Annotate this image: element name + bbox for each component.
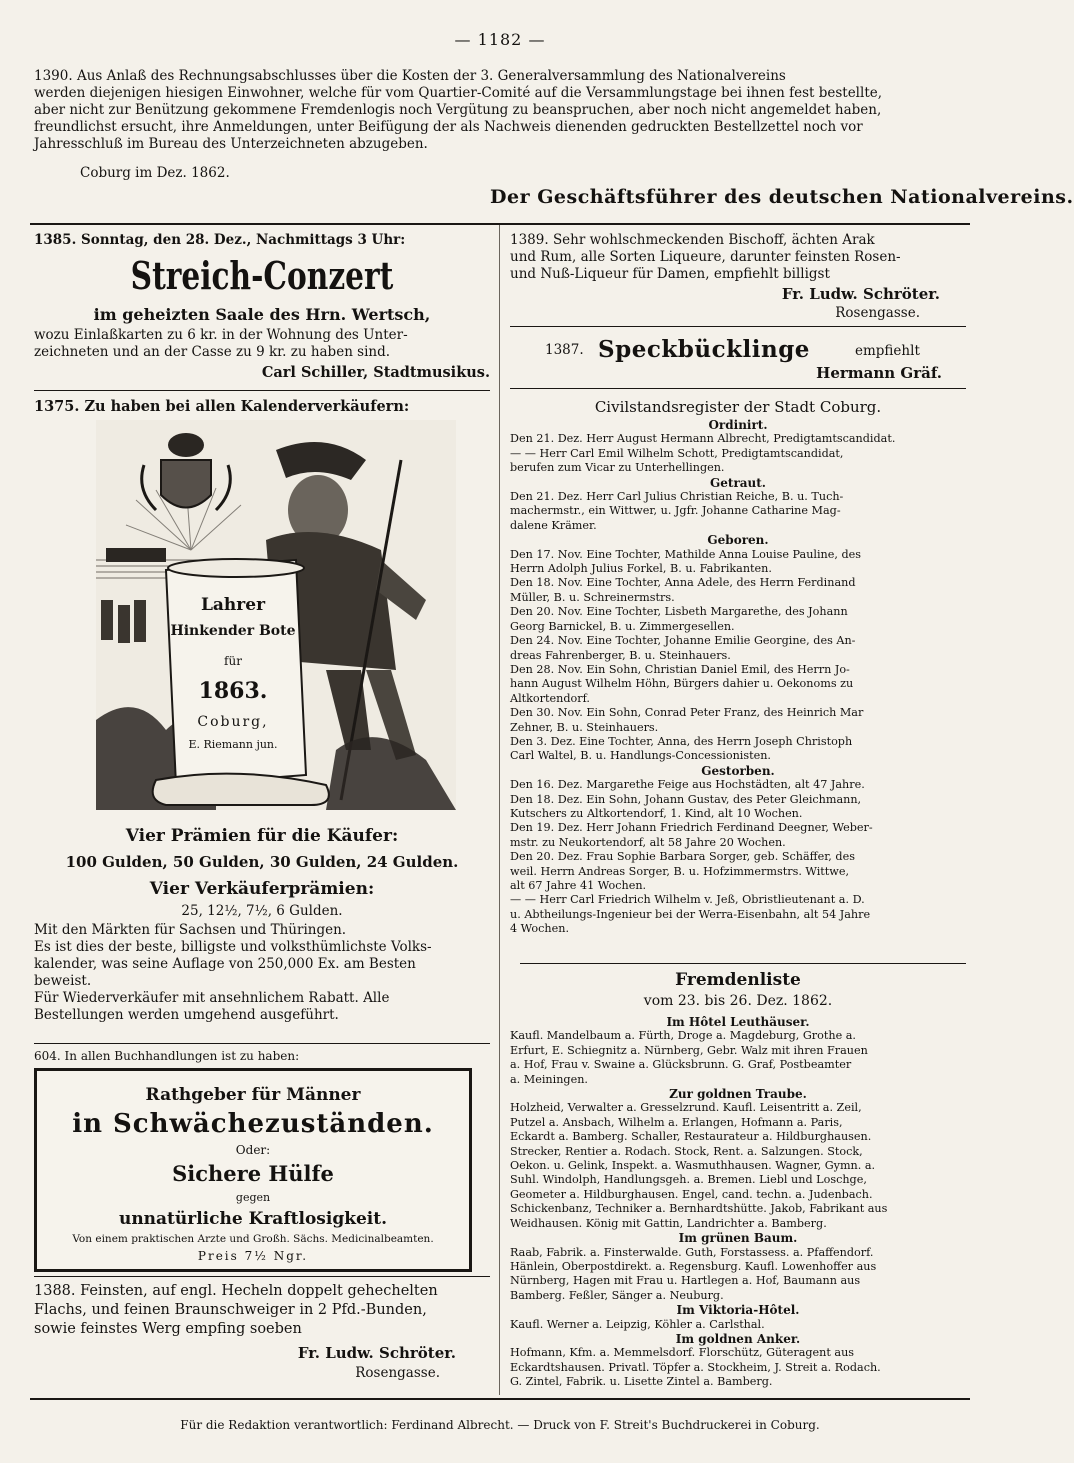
civil-title: Civilstandsregister der Stadt Coburg.: [594, 398, 882, 416]
civil-entry-line: machermstr., ein Wittwer, u. Jgfr. Johanne Catharine Mag-: [510, 504, 841, 518]
flachs-line: 1388. Feinsten, auf engl. Hecheln doppelt gehechelten: [34, 1283, 438, 1299]
bischoff-line: und Nuß-Liqueur für Damen, empfiehlt billigst: [510, 266, 830, 282]
civil-entry-line: mstr. zu Neukortendorf, alt 58 Jahre 20 Wochen.: [510, 835, 786, 849]
bottom-divider: [30, 1398, 970, 1400]
fremden-entry-line: Bamberg. Feßler, Sänger a. Neuburg.: [510, 1288, 724, 1302]
fremden-entry-line: a. Meiningen.: [510, 1072, 588, 1086]
left-divider-2: [34, 1043, 490, 1044]
scroll-year: 1863.: [198, 678, 268, 704]
column-divider: [499, 225, 500, 1395]
seller-title: Vier Verkäuferprämien:: [149, 879, 375, 899]
civil-entry-line: Müller, B. u. Schreinermstrs.: [510, 590, 675, 604]
notice-place-date: Coburg im Dez. 1862.: [80, 165, 230, 181]
right-divider-1: [510, 326, 966, 327]
left-divider-1: [34, 390, 490, 391]
bischoff-signature: Fr. Ludw. Schröter.: [781, 285, 940, 303]
flachs-signature: Fr. Ludw. Schröter.: [297, 1344, 456, 1362]
calendar-line: kalender, was seine Auflage von 250,000 Ex. am Besten: [34, 956, 416, 972]
fremden-entry-line: Holzheid, Verwalter a. Gresselzrund. Kaufl. Leisentritt a. Zeil,: [510, 1101, 862, 1115]
notice-line: Jahresschluß im Bureau des Unterzeichneten abzugeben.: [34, 136, 428, 152]
scroll-city: Coburg,: [197, 714, 269, 730]
fremden-entry-line: Geometer a. Hildburghausen. Engel, cand. techn. a. Judenbach.: [510, 1187, 873, 1201]
premium-title: Vier Prämien für die Käufer:: [125, 826, 399, 846]
notice-line: 1390. Aus Anlaß des Rechnungsabschlusses über die Kosten der 3. Generalversammlung des Nationalvereins: [34, 68, 786, 84]
fremden-list: [510, 1015, 966, 1390]
fremden-section-head: Zur goldnen Traube.: [669, 1087, 807, 1102]
civil-entry-line: Den 3. Dez. Eine Tochter, Anna, des Herrn Joseph Christoph: [510, 734, 853, 748]
civil-entry-line: Den 19. Dez. Herr Johann Friedrich Ferdinand Deegner, Weber-: [510, 821, 873, 835]
civil-section-head: Getraut.: [710, 475, 766, 490]
fremden-entry-line: Raab, Fabrik. a. Finsterwalde. Guth, Forstassess. a. Pfaffendorf.: [510, 1245, 874, 1259]
ratgeber-title4: unnatürliche Kraftlosigkeit.: [118, 1209, 388, 1229]
flachs-line: Flachs, und feinen Braunschweiger in 2 Pfd.-Bunden,: [34, 1302, 427, 1318]
calendar-line: beweist.: [34, 973, 92, 989]
fremden-entry-line: Putzel a. Ansbach, Wilhelm a. Erlangen, Hofmann a. Paris,: [510, 1115, 843, 1129]
civil-entry-line: Den 18. Dez. Ein Sohn, Johann Gustav, des Peter Gleichmann,: [510, 792, 862, 806]
civil-entry-line: Kutschers zu Altkortendorf, 1. Kind, alt 10 Wochen.: [510, 806, 803, 820]
civil-section-head: Gestorben.: [701, 763, 775, 778]
calendar-header: 1375. Zu haben bei allen Kalenderverkäufern:: [34, 398, 410, 415]
civil-register: [510, 418, 966, 937]
civil-entry-line: berufen zum Vicar zu Unterhellingen.: [510, 461, 725, 475]
notice-line: werden diejenigen hiesigen Einwohner, welche für vom Quartier-Comité auf die Versammlungstage bei ihnen fest bestellte,: [34, 85, 883, 101]
calendar-line: Für Wiederverkäufer mit ansehnlichem Rabatt. Alle: [34, 990, 390, 1006]
concert-signature: Carl Schiller, Stadtmusikus.: [261, 364, 490, 381]
civil-entry-line: — — Herr Carl Friedrich Wilhelm v. Jeß, Obristlieutenant a. D.: [510, 893, 865, 907]
calendar-line: Es ist dies der beste, billigste und volksthümlichste Volks-: [34, 939, 432, 955]
concert-venue: im geheizten Saale des Hrn. Wertsch,: [93, 305, 431, 324]
bischoff-text: [510, 232, 966, 283]
calendar-illustration: [96, 420, 456, 810]
bischoff-place: Rosengasse.: [835, 305, 920, 321]
civil-entry-line: dreas Fahrenberger, B. u. Steinhauers.: [510, 648, 731, 662]
top-divider: [30, 223, 970, 225]
illustration-engraving: [96, 420, 456, 810]
scroll-line1: Lahrer: [200, 595, 266, 615]
fremden-entry-line: Hofmann, Kfm. a. Memmelsdorf. Florschütz, Güteragent aus: [510, 1346, 855, 1360]
fremden-entry-line: Kaufl. Mandelbaum a. Fürth, Droge a. Magdeburg, Grothe a.: [510, 1029, 856, 1043]
speck-number: 1387.: [545, 342, 584, 358]
ratgeber-price: Preis 7½ Ngr.: [197, 1249, 309, 1263]
concert-header: 1385. Sonntag, den 28. Dez., Nachmittags 3 Uhr:: [34, 232, 406, 248]
ratgeber-author: Von einem praktischen Arzte und Großh. Sächs. Medicinalbeamten.: [72, 1233, 434, 1245]
civil-entry-line: Den 30. Nov. Ein Sohn, Conrad Peter Franz, des Heinrich Mar: [510, 706, 864, 720]
fremden-entry-line: a. Hof, Frau v. Swaine a. Glücksbrunn. G. Graf, Postbeamter: [510, 1058, 852, 1072]
left-divider-3: [34, 1276, 490, 1277]
civil-entry-line: weil. Herrn Andreas Sorger, B. u. Hofzimmermstrs. Wittwe,: [510, 864, 850, 878]
ratgeber-title3: Sichere Hülfe: [172, 1161, 334, 1186]
scroll-line2: Hinkender Bote: [170, 623, 296, 639]
calendar-line: Mit den Märkten für Sachsen und Thüringen.: [34, 922, 347, 938]
concert-line: wozu Einlaßkarten zu 6 kr. in der Wohnung des Unter-: [34, 327, 408, 343]
ratgeber-title2: in Schwächezuständen.: [72, 1109, 434, 1139]
flachs-place: Rosengasse.: [355, 1365, 440, 1381]
civil-entry-line: Altkortendorf.: [510, 691, 590, 705]
ratgeber-header: 604. In allen Buchhandlungen ist zu haben:: [34, 1049, 300, 1063]
calendar-line: Bestellungen werden umgehend ausgeführt.: [34, 1007, 339, 1023]
fremden-section-head: Im Viktoria-Hôtel.: [676, 1303, 800, 1318]
civil-entry-line: Den 24. Nov. Eine Tochter, Johanne Emilie Georgine, des An-: [510, 634, 856, 648]
civil-entry-line: dalene Krämer.: [510, 518, 597, 532]
premium-amounts: 100 Gulden, 50 Gulden, 30 Gulden, 24 Gulden.: [65, 853, 459, 871]
fremden-entry-line: Suhl. Windolph, Handlungsgeh. a. Bremen. Liebl und Loschge,: [510, 1173, 867, 1187]
civil-entry-line: Den 17. Nov. Eine Tochter, Mathilde Anna Louise Pauline, des: [510, 547, 862, 561]
concert-line: zeichneten und an der Casse zu 9 kr. zu haben sind.: [34, 344, 391, 360]
fremden-entry-line: G. Zintel, Fabrik. u. Lisette Zintel a. Bamberg.: [510, 1375, 773, 1389]
fremden-entry-line: Weidhausen. König mit Gattin, Landrichter a. Bamberg.: [510, 1216, 827, 1230]
flachs-line: sowie feinstes Werg empfing soeben: [34, 1321, 302, 1337]
bischoff-line: und Rum, alle Sorten Liqueure, darunter feinsten Rosen-: [510, 249, 901, 265]
notice-signature: Der Geschäftsführer des deutschen Nationalvereins.: [490, 186, 1074, 208]
civil-entry-line: Den 21. Dez. Herr Carl Julius Christian Reiche, B. u. Tuch-: [510, 490, 844, 504]
civil-entry-line: Herrn Adolph Julius Forkel, B. u. Fabrikanten.: [510, 562, 772, 576]
civil-section-head: Ordinirt.: [708, 418, 768, 432]
civil-entry-line: alt 67 Jahre 41 Wochen.: [510, 879, 647, 892]
ratgeber-box: [34, 1068, 472, 1272]
civil-entry-line: Den 18. Nov. Eine Tochter, Anna Adele, des Herrn Ferdinand: [510, 576, 856, 590]
bischoff-line: 1389. Sehr wohlschmeckenden Bischoff, ächten Arak: [510, 232, 875, 248]
fremden-entry-line: Hänlein, Oberpostdirekt. a. Regensburg. Kaufl. Lowenhoffer aus: [510, 1259, 877, 1273]
fremden-entry-line: Eckardtshausen. Privatl. Töpfer a. Stockheim, J. Streit a. Rodach.: [510, 1360, 881, 1374]
civil-entry-line: Carl Waltel, B. u. Handlungs-Concessionisten.: [510, 749, 771, 763]
ratgeber-gegen: gegen: [235, 1191, 271, 1204]
scroll-line3: für: [224, 654, 242, 668]
concert-text: [34, 327, 490, 361]
civil-entry-line: u. Abtheilungs-Ingenieur bei der Werra-Eisenbahn, alt 54 Jahre: [510, 907, 871, 921]
civil-entry-line: Georg Barnickel, B. u. Zimmergesellen.: [510, 619, 735, 633]
civil-entry-line: Den 20. Dez. Frau Sophie Barbara Sorger, geb. Schäffer, des: [510, 850, 855, 864]
fremden-entry-line: Erfurt, E. Schiegnitz a. Nürnberg, Gebr. Walz mit ihren Frauen: [510, 1043, 868, 1057]
seller-amounts: 25, 12½, 7½, 6 Gulden.: [181, 903, 343, 919]
calendar-text: [34, 922, 490, 1024]
fremden-subtitle: vom 23. bis 26. Dez. 1862.: [643, 993, 833, 1009]
civil-entry-line: Den 21. Dez. Herr August Hermann Albrecht, Predigtamtscandidat.: [510, 432, 896, 446]
fremden-entry-line: Kaufl. Werner a. Leipzig, Köhler a. Carlsthal.: [510, 1317, 765, 1331]
right-divider-2: [510, 388, 966, 389]
fremden-section-head: Im goldnen Anker.: [675, 1331, 801, 1346]
civil-entry-line: Den 20. Nov. Eine Tochter, Lisbeth Margarethe, des Johann: [510, 605, 848, 619]
speck-tail: empfiehlt: [855, 343, 920, 359]
fremden-entry-line: Nürnberg, Hagen mit Frau u. Hartlegen a. Hof, Baumann aus: [510, 1274, 861, 1288]
right-divider-3: [520, 963, 966, 964]
footer-imprint: Für die Redaktion verantwortlich: Ferdinand Albrecht. — Druck von F. Streit's Buchdruckerei in Coburg.: [180, 1418, 820, 1432]
notice-line: freundlichst ersucht, ihre Anmeldungen, unter Beifügung der als Nachweis dienenden gedruckten Bestellzettel noch vor: [34, 119, 863, 135]
fremden-section-head: Im grünen Baum.: [678, 1231, 798, 1246]
scroll-publisher: E. Riemann jun.: [188, 738, 278, 751]
speck-signature: Hermann Gräf.: [816, 364, 942, 382]
civil-entry-line: — — Herr Carl Emil Wilhelm Schott, Predigtamtscandidat,: [510, 446, 844, 460]
civil-entry-line: Den 28. Nov. Ein Sohn, Christian Daniel Emil, des Herrn Jo-: [510, 662, 850, 676]
fremden-title: Fremdenliste: [675, 970, 801, 990]
civil-entry-line: Den 16. Dez. Margarethe Feige aus Hochstädten, alt 47 Jahre.: [510, 778, 865, 792]
ratgeber-oder: Oder:: [235, 1143, 271, 1157]
ratgeber-title1: Rathgeber für Männer: [145, 1085, 361, 1105]
notice-line: aber nicht zur Benützung gekommene Fremdenlogis noch Vergütung zu beanspruchen, aber noch nicht angemeldet haben,: [34, 102, 882, 118]
flachs-text: [34, 1282, 490, 1339]
notice-1390: [34, 68, 964, 153]
fremden-entry-line: Schickenbanz, Techniker a. Bernhardtshütte. Jakob, Fabrikant aus: [510, 1202, 888, 1216]
civil-entry-line: hann August Wilhelm Höhn, Bürgers dahier u. Oekonoms zu: [510, 677, 854, 691]
fremden-entry-line: Eckardt a. Bamberg. Schaller, Restaurateur a. Hildburghausen.: [510, 1130, 872, 1144]
fremden-section-head: Im Hôtel Leuthäuser.: [666, 1015, 810, 1029]
civil-section-head: Geboren.: [707, 533, 769, 548]
speck-title: Speckbücklinge: [598, 336, 810, 363]
page-number: — 1182 —: [454, 30, 546, 49]
fremden-entry-line: Strecker, Rentier a. Rodach. Stock, Rent. a. Salzungen. Stock,: [510, 1144, 863, 1158]
fremden-entry-line: Oekon. u. Gelink, Inspekt. a. Wasmuthhausen. Wagner, Gymn. a.: [510, 1159, 876, 1173]
concert-title: Streich-Conzert: [130, 253, 394, 298]
civil-entry-line: 4 Wochen.: [510, 922, 570, 936]
civil-entry-line: Zehner, B. u. Steinhauers.: [510, 720, 659, 734]
